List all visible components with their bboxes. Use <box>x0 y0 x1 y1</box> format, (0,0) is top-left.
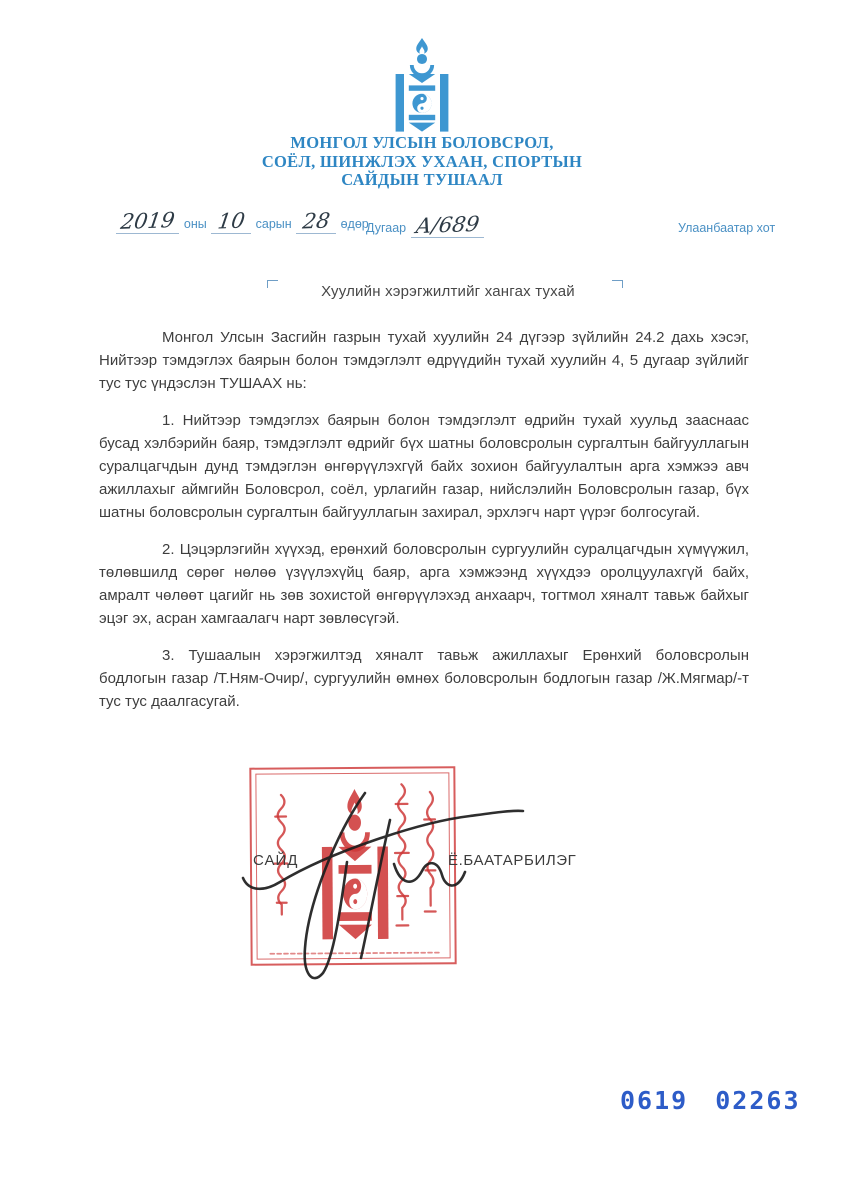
number-value: А/689 <box>413 211 481 239</box>
letterhead-line-1: МОНГОЛ УЛСЫН БОЛОВСРОЛ, <box>290 133 554 152</box>
signer-role-label: САЙД <box>253 852 299 869</box>
document-body <box>99 326 749 727</box>
registration-number: 0619 02263 <box>620 1086 801 1115</box>
letterhead-line-3: САЙДЫН ТУШААЛ <box>341 170 503 189</box>
paragraph-item-3: 3. Тушаалын хэрэгжилтэд хяналт тавьж ажиллахыг Ерөнхий боловсролын бодлогын газар /Т.Ням-Очир/, сургуулийн өмнөх боловсролын бодлогын газар /Ж.Мягмар/-т тус тус даалгасугай. <box>99 647 749 710</box>
city-label: Улаанбаатар хот <box>678 221 776 235</box>
number-label: Дугаар <box>366 221 407 235</box>
number-blank <box>411 211 484 239</box>
paragraph-item-1: 1. Нийтээр тэмдэглэх баярын болон тэмдэглэлт өдрийн тухай хуульд зааснаас бусад хэлбэрийн баяр, тэмдэглэлт өдрийг бүх шатны боловсролын сургалтын байгууллагын суралцагчдын дунд тэмдэглэн өнгөрүүлэхгүй байх зохион байгуулалтын арга хэмжээ авч ажиллахыг аймгийн Боловсрол, соёл, урлагийн газар, нийслэлийн Боловсролын газар, бүх шатны боловсролын сургалтын байгууллагын захирал, эрхлэгч нарт үүрэг болгосугай. <box>99 412 749 521</box>
date-month-value: 10 <box>216 208 247 234</box>
date-day-value: 28 <box>301 208 332 234</box>
paragraph-item-2: 2. Цэцэрлэгийн хүүхэд, ерөнхий боловсролын сургуулийн суралцагчдын хүмүүжил, төлөвшилд сөрөг нөлөө үзүүлэхүйц баяр, арга хэмжээнд хүүхдээ оролцуулахгүй байх, амралт чөлөөт цагийг нь зөв зохистой өнгөрүүлэхэд анхаарч, тогтмол хяналт тавьж байхыг эцэг эх, асран хамгаалагч нарт зөвлөсүгэй. <box>99 541 749 627</box>
signature-ink <box>228 778 538 993</box>
date-year-value: 2019 <box>119 208 177 234</box>
date-line <box>116 210 369 234</box>
letterhead-org-name <box>0 134 844 190</box>
date-year-label: оны <box>183 217 207 231</box>
date-day-blank <box>296 210 336 234</box>
date-day-label: өдөр <box>340 217 369 231</box>
date-month-blank <box>211 210 251 234</box>
corner-bracket-right-icon <box>612 280 623 288</box>
signer-name-label: Ё.БААТАРБИЛЭГ <box>448 852 577 869</box>
date-year-blank <box>116 210 179 234</box>
document-title: Хуулийн хэрэгжилтийг хангах тухай <box>321 283 575 300</box>
number-line <box>366 211 484 239</box>
letterhead-line-2: СОЁЛ, ШИНЖЛЭХ УХААН, СПОРТЫН <box>261 151 583 171</box>
paragraph-intro: Монгол Улсын Засгийн газрын тухай хуулийн 24 дүгээр зүйлийн 24.2 дахь хэсэг, Нийтээр тэмдэглэх баярын болон тэмдэглэлт өдрүүдийн тухай хуулийн 4, 5 дугаар зүйлийг тус тус үндэслэн ТУШААХ нь: <box>99 329 749 392</box>
date-month-label: сарын <box>255 217 292 231</box>
soyombo-emblem-icon <box>385 38 459 134</box>
